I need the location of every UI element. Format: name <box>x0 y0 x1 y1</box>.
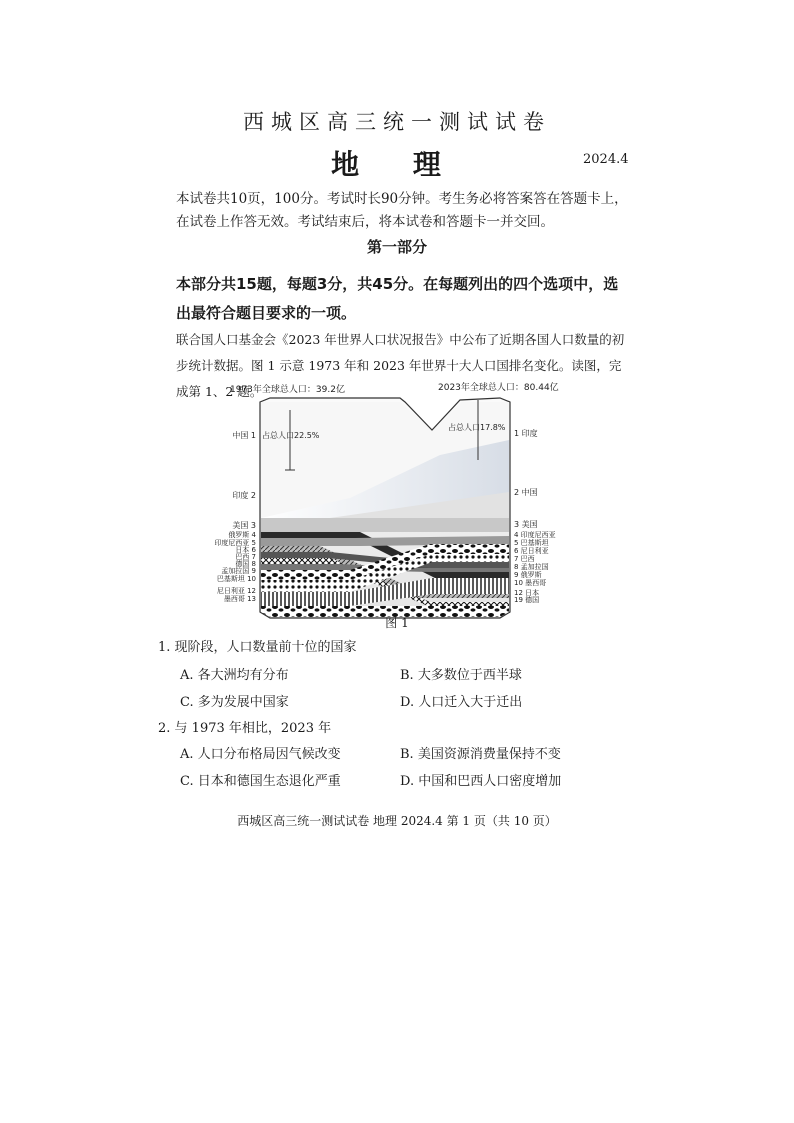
left-rank-label: 墨西哥 13 <box>223 595 256 603</box>
page-footer: 西城区高三统一测试试卷 地理 2024.4 第 1 页（共 10 页） <box>237 814 557 828</box>
question-1-stem: 1. 现阶段，人口数量前十位的国家 <box>158 640 357 655</box>
right-share-label: 占总人口17.8% <box>448 423 506 432</box>
exam-date: 2024.4 <box>583 152 629 167</box>
question-1-option-d: D. 人口迁入大于迁出 <box>400 695 523 710</box>
left-rank-label: 印度 2 <box>232 491 256 500</box>
question-1-option-c: C. 多为发展中国家 <box>180 695 289 710</box>
left-rank-label: 巴基斯坦 10 <box>216 575 256 583</box>
right-rank-label: 19 德国 <box>514 596 540 604</box>
figure-svg <box>200 380 610 630</box>
question-2-stem: 2. 与 1973 年相比，2023 年 <box>158 721 332 736</box>
left-header: 1973年全球总人口：39.2亿 <box>230 385 345 395</box>
left-rank-label: 德国 8 <box>235 560 256 568</box>
left-rank-label: 印度尼西亚 5 <box>214 539 256 547</box>
right-rank-label: 6 尼日利亚 <box>514 547 549 555</box>
right-rank-labels <box>514 428 556 604</box>
question-1-option-b: B. 大多数位于西半球 <box>400 668 522 683</box>
right-rank-label: 5 巴基斯坦 <box>514 539 549 547</box>
question-2-option-b: B. 美国资源消费量保持不变 <box>400 747 561 762</box>
left-rank-label: 尼日利亚 12 <box>216 587 256 595</box>
question-1-option-a: A. 各大洲均有分布 <box>180 668 289 683</box>
part-description: 本部分共15题，每题3分，共45分。在每题列出的四个选项中，选出最符合题目要求的一项。 <box>176 275 619 322</box>
left-rank-label: 孟加拉国 9 <box>221 567 256 575</box>
right-rank-label: 1 印度 <box>514 429 538 438</box>
question-2-option-c: C. 日本和德国生态退化严重 <box>180 774 341 789</box>
subject-title: 地 理 <box>331 148 463 181</box>
right-rank-label: 8 孟加拉国 <box>514 563 549 571</box>
right-header: 2023年全球总人口：80.44亿 <box>438 383 559 393</box>
question-2-option-d: D. 中国和巴西人口密度增加 <box>400 774 562 789</box>
left-rank-labels <box>214 430 256 603</box>
left-rank-label: 俄罗斯 4 <box>228 531 256 539</box>
population-ranking-figure <box>200 380 610 630</box>
right-rank-label: 2 中国 <box>514 488 538 497</box>
right-rank-label: 9 俄罗斯 <box>514 571 542 579</box>
question-2-option-a: A. 人口分布格局因气候改变 <box>180 747 341 762</box>
part-title: 第一部分 <box>366 238 427 256</box>
exam-title: 西城区高三统一测试试卷 <box>243 110 551 134</box>
figure-caption: 图 1 <box>385 616 409 630</box>
right-rank-label: 10 墨西哥 <box>514 579 547 587</box>
instructions: 本试卷共10页，100分。考试时长90分钟。考生务必将答案答在答题卡上，在试卷上作答无效。考试结束后，将本试卷和答题卡一并交回。 <box>176 191 628 230</box>
left-rank-label: 巴西 7 <box>235 553 256 561</box>
left-share-label: 占总人口22.5% <box>262 431 320 440</box>
reading-passage: 联合国人口基金会《2023 年世界人口状况报告》中公布了近期各国人口数量的初步统计数据。图 1 示意 1973 年和 2023 年世界十大人口国排名变化。读图，完成第 1、2 题。 <box>176 332 625 399</box>
right-rank-label: 7 巴西 <box>514 555 535 563</box>
left-rank-label: 中国 1 <box>232 431 256 440</box>
right-rank-label: 4 印度尼西亚 <box>514 531 556 539</box>
right-rank-label: 3 美国 <box>514 520 538 529</box>
left-rank-label: 日本 6 <box>235 546 256 554</box>
right-rank-label: 12 日本 <box>514 589 540 597</box>
band-usa <box>261 518 509 532</box>
left-rank-label: 美国 3 <box>232 521 256 530</box>
